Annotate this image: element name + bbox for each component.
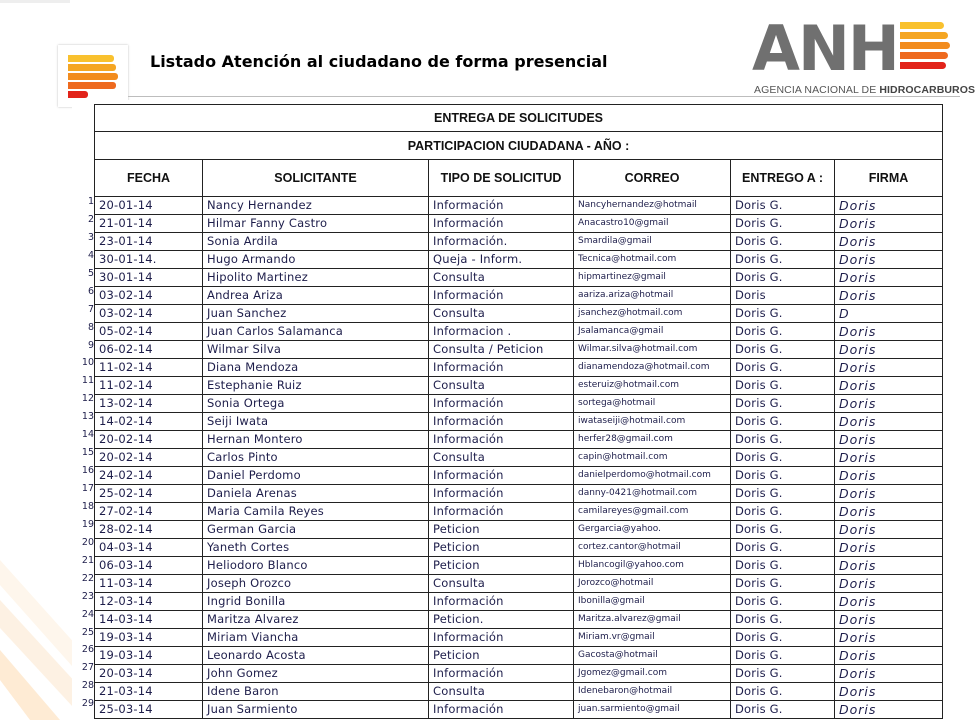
cell-entrego: Doris G. bbox=[731, 701, 835, 719]
cell-correo: Ibonilla@gmail bbox=[574, 593, 731, 611]
table-row bbox=[95, 575, 943, 593]
row-number: 15 bbox=[81, 447, 94, 459]
cell-solicitante: Maria Camila Reyes bbox=[203, 503, 429, 521]
row-number: 28 bbox=[81, 680, 94, 692]
cell-solicitante: Daniel Perdomo bbox=[203, 467, 429, 485]
row-number: 8 bbox=[87, 321, 94, 333]
cell-fecha: 14-03-14 bbox=[95, 611, 203, 629]
cell-correo: Hblancogil@yahoo.com bbox=[574, 557, 731, 575]
cell-entrego: Doris G. bbox=[731, 413, 835, 431]
row-number: 1 bbox=[87, 196, 94, 207]
cell-correo: Jgomez@gmail.com bbox=[574, 665, 731, 683]
table-row bbox=[95, 377, 943, 395]
cell-correo: Tecnica@hotmail.com bbox=[574, 251, 731, 269]
cell-firma: Doris bbox=[835, 449, 943, 467]
cell-tipo: Peticion bbox=[429, 647, 574, 665]
cell-firma: Doris bbox=[835, 503, 943, 521]
cell-firma: Doris bbox=[835, 647, 943, 665]
cell-entrego: Doris G. bbox=[731, 467, 835, 485]
cell-solicitante: Andrea Ariza bbox=[203, 287, 429, 305]
table-row bbox=[95, 431, 943, 449]
cell-fecha: 30-01-14 bbox=[95, 269, 203, 287]
cell-fecha: 20-03-14 bbox=[95, 665, 203, 683]
cell-tipo: Información bbox=[429, 503, 574, 521]
cell-firma: Doris bbox=[835, 269, 943, 287]
cell-entrego: Doris G. bbox=[731, 305, 835, 323]
cell-correo: Nancyhernandez@hotmail bbox=[574, 197, 731, 215]
cell-tipo: Información bbox=[429, 197, 574, 215]
cell-tipo: Peticion bbox=[429, 539, 574, 557]
cell-firma: Doris bbox=[835, 575, 943, 593]
cell-entrego: Doris G. bbox=[731, 575, 835, 593]
cell-correo: Gacosta@hotmail bbox=[574, 647, 731, 665]
cell-firma: Doris bbox=[835, 233, 943, 251]
row-number: 12 bbox=[81, 393, 94, 405]
row-number: 10 bbox=[81, 357, 94, 369]
form-subtitle: PARTICIPACION CIUDADANA - AÑO : bbox=[95, 132, 943, 160]
table-row bbox=[95, 593, 943, 611]
form-title: ENTREGA DE SOLICITUDES bbox=[95, 105, 943, 132]
row-number: 29 bbox=[81, 698, 94, 710]
cell-fecha: 25-03-14 bbox=[95, 701, 203, 719]
cell-fecha: 21-03-14 bbox=[95, 683, 203, 701]
table-row bbox=[95, 197, 943, 215]
cell-correo: hipmartinez@gmail bbox=[574, 269, 731, 287]
cell-firma: Doris bbox=[835, 287, 943, 305]
cell-tipo: Información bbox=[429, 701, 574, 719]
cell-solicitante: Hipolito Martinez bbox=[203, 269, 429, 287]
row-number: 21 bbox=[81, 554, 94, 566]
cell-entrego: Doris G. bbox=[731, 233, 835, 251]
cell-entrego: Doris G. bbox=[731, 593, 835, 611]
cell-solicitante: Leonardo Acosta bbox=[203, 647, 429, 665]
cell-firma: Doris bbox=[835, 485, 943, 503]
table-row bbox=[95, 557, 943, 575]
cell-solicitante: Hugo Armando bbox=[203, 251, 429, 269]
cell-correo: dianamendoza@hotmail.com bbox=[574, 359, 731, 377]
page-title: Listado Atención al ciudadano de forma presencial bbox=[150, 52, 608, 71]
table-row bbox=[95, 647, 943, 665]
cell-entrego: Doris G. bbox=[731, 359, 835, 377]
brand-name: ANH bbox=[752, 12, 898, 85]
row-number: 19 bbox=[81, 518, 94, 530]
table-row bbox=[95, 287, 943, 305]
cell-solicitante: Maritza Alvarez bbox=[203, 611, 429, 629]
cell-correo: camilareyes@gmail.com bbox=[574, 503, 731, 521]
row-number: 3 bbox=[87, 231, 94, 243]
cell-solicitante: Yaneth Cortes bbox=[203, 539, 429, 557]
cell-tipo: Consulta bbox=[429, 683, 574, 701]
row-number: 25 bbox=[81, 626, 94, 638]
cell-fecha: 14-02-14 bbox=[95, 413, 203, 431]
cell-correo: danielperdomo@hotmail.com bbox=[574, 467, 731, 485]
cell-solicitante: Juan Carlos Salamanca bbox=[203, 323, 429, 341]
cell-firma: Doris bbox=[835, 683, 943, 701]
cell-solicitante: Estephanie Ruiz bbox=[203, 377, 429, 395]
row-number: 24 bbox=[81, 608, 94, 620]
cell-solicitante: Idene Baron bbox=[203, 683, 429, 701]
cell-solicitante: Carlos Pinto bbox=[203, 449, 429, 467]
row-number: 7 bbox=[87, 303, 94, 315]
table-row bbox=[95, 251, 943, 269]
cell-firma: Doris bbox=[835, 665, 943, 683]
cell-fecha: 06-03-14 bbox=[95, 557, 203, 575]
table-row bbox=[95, 683, 943, 701]
table-row bbox=[95, 467, 943, 485]
cell-tipo: Información bbox=[429, 395, 574, 413]
cell-firma: Doris bbox=[835, 215, 943, 233]
cell-tipo: Queja - Inform. bbox=[429, 251, 574, 269]
cell-solicitante: John Gomez bbox=[203, 665, 429, 683]
cell-fecha: 19-03-14 bbox=[95, 647, 203, 665]
row-number: 14 bbox=[81, 429, 94, 441]
cell-solicitante: Heliodoro Blanco bbox=[203, 557, 429, 575]
cell-tipo: Peticion bbox=[429, 521, 574, 539]
brand-subtitle-prefix: AGENCIA NACIONAL DE bbox=[754, 84, 880, 96]
cell-solicitante: Juan Sarmiento bbox=[203, 701, 429, 719]
table-row bbox=[95, 701, 943, 719]
cell-fecha: 04-03-14 bbox=[95, 539, 203, 557]
column-header-tipo: TIPO DE SOLICITUD bbox=[429, 160, 574, 197]
cell-firma: Doris bbox=[835, 323, 943, 341]
cell-correo: sortega@hotmail bbox=[574, 395, 731, 413]
cell-tipo: Peticion bbox=[429, 557, 574, 575]
solicitudes-table bbox=[94, 104, 943, 719]
row-number: 17 bbox=[81, 483, 94, 494]
cell-fecha: 23-01-14 bbox=[95, 233, 203, 251]
table-row bbox=[95, 611, 943, 629]
cell-tipo: Información bbox=[429, 413, 574, 431]
cell-entrego: Doris G. bbox=[731, 197, 835, 215]
cell-tipo: Información bbox=[429, 431, 574, 449]
column-header-solicitante: SOLICITANTE bbox=[203, 160, 429, 197]
brand-subtitle bbox=[754, 84, 975, 96]
cell-correo: Idenebaron@hotmail bbox=[574, 683, 731, 701]
cell-firma: Doris bbox=[835, 251, 943, 269]
cell-fecha: 20-02-14 bbox=[95, 449, 203, 467]
cell-entrego: Doris G. bbox=[731, 341, 835, 359]
table-row bbox=[95, 269, 943, 287]
cell-tipo: Consulta bbox=[429, 377, 574, 395]
cell-firma: Doris bbox=[835, 539, 943, 557]
cell-entrego: Doris G. bbox=[731, 485, 835, 503]
cell-tipo: Información bbox=[429, 593, 574, 611]
cell-entrego: Doris G. bbox=[731, 215, 835, 233]
table-row bbox=[95, 305, 943, 323]
cell-correo: Jorozco@hotmail bbox=[574, 575, 731, 593]
cell-entrego: Doris G. bbox=[731, 503, 835, 521]
cell-entrego: Doris G. bbox=[731, 377, 835, 395]
row-number: 16 bbox=[81, 465, 94, 477]
row-number: 13 bbox=[81, 411, 94, 423]
cell-correo: iwataseiji@hotmail.com bbox=[574, 413, 731, 431]
cell-firma: Doris bbox=[835, 521, 943, 539]
row-number: 2 bbox=[87, 213, 94, 225]
cell-correo: Smardila@gmail bbox=[574, 233, 731, 251]
row-number: 27 bbox=[81, 662, 94, 674]
cell-firma: Doris bbox=[835, 467, 943, 485]
cell-fecha: 19-03-14 bbox=[95, 629, 203, 647]
table-row bbox=[95, 341, 943, 359]
cell-entrego: Doris G. bbox=[731, 665, 835, 683]
cell-solicitante: Sonia Ardila bbox=[203, 233, 429, 251]
cell-entrego: Doris G. bbox=[731, 521, 835, 539]
anh-flag-logo-icon bbox=[58, 45, 128, 107]
cell-tipo: Consulta bbox=[429, 269, 574, 287]
cell-fecha: 11-02-14 bbox=[95, 377, 203, 395]
cell-fecha: 21-01-14 bbox=[95, 215, 203, 233]
cell-tipo: Consulta bbox=[429, 575, 574, 593]
cell-fecha: 11-03-14 bbox=[95, 575, 203, 593]
column-header-entrego: ENTREGO A : bbox=[731, 160, 835, 197]
cell-solicitante: Joseph Orozco bbox=[203, 575, 429, 593]
cell-correo: esteruiz@hotmail.com bbox=[574, 377, 731, 395]
cell-correo: danny-0421@hotmail.com bbox=[574, 485, 731, 503]
cell-tipo: Información bbox=[429, 215, 574, 233]
cell-solicitante: Nancy Hernandez bbox=[203, 197, 429, 215]
cell-firma: Doris bbox=[835, 593, 943, 611]
cell-correo: Maritza.alvarez@gmail bbox=[574, 611, 731, 629]
cell-firma: Doris bbox=[835, 557, 943, 575]
cell-fecha: 27-02-14 bbox=[95, 503, 203, 521]
cell-firma: Doris bbox=[835, 341, 943, 359]
cell-correo: aariza.ariza@hotmail bbox=[574, 287, 731, 305]
cell-fecha: 03-02-14 bbox=[95, 287, 203, 305]
cell-entrego: Doris G. bbox=[731, 611, 835, 629]
cell-firma: Doris bbox=[835, 413, 943, 431]
row-number: 26 bbox=[81, 644, 94, 656]
cell-correo: Miriam.vr@gmail bbox=[574, 629, 731, 647]
row-number: 4 bbox=[87, 249, 94, 261]
cell-tipo: Información bbox=[429, 629, 574, 647]
anh-flag-stripes-icon bbox=[900, 20, 950, 76]
cell-fecha: 20-01-14 bbox=[95, 197, 203, 215]
cell-tipo: Consulta / Peticion bbox=[429, 341, 574, 359]
table-row bbox=[95, 323, 943, 341]
row-number-column bbox=[80, 193, 94, 713]
table-row bbox=[95, 539, 943, 557]
row-number: 6 bbox=[87, 285, 94, 297]
cell-fecha: 13-02-14 bbox=[95, 395, 203, 413]
cell-tipo: Consulta bbox=[429, 305, 574, 323]
table-row bbox=[95, 665, 943, 683]
table-row bbox=[95, 215, 943, 233]
table-row bbox=[95, 359, 943, 377]
cell-entrego: Doris G. bbox=[731, 269, 835, 287]
cell-tipo: Consulta bbox=[429, 449, 574, 467]
table-row bbox=[95, 521, 943, 539]
anh-brand-logo bbox=[752, 12, 975, 98]
cell-solicitante: Hernan Montero bbox=[203, 431, 429, 449]
cell-fecha: 12-03-14 bbox=[95, 593, 203, 611]
brand-subtitle-bold: HIDROCARBUROS bbox=[879, 84, 975, 96]
cell-solicitante: Miriam Viancha bbox=[203, 629, 429, 647]
cell-solicitante: Hilmar Fanny Castro bbox=[203, 215, 429, 233]
cell-firma: Doris bbox=[835, 431, 943, 449]
cell-fecha: 24-02-14 bbox=[95, 467, 203, 485]
cell-entrego: Doris G. bbox=[731, 539, 835, 557]
row-number: 18 bbox=[81, 500, 94, 512]
cell-tipo: Información bbox=[429, 287, 574, 305]
cell-correo: Anacastro10@gmail bbox=[574, 215, 731, 233]
cell-firma: Doris bbox=[835, 197, 943, 215]
cell-firma: Doris bbox=[835, 611, 943, 629]
cell-correo: Wilmar.silva@hotmail.com bbox=[574, 341, 731, 359]
cell-tipo: Información bbox=[429, 665, 574, 683]
cell-entrego: Doris G. bbox=[731, 431, 835, 449]
cell-solicitante: German Garcia bbox=[203, 521, 429, 539]
cell-entrego: Doris bbox=[731, 287, 835, 305]
table-row bbox=[95, 395, 943, 413]
cell-firma: Doris bbox=[835, 701, 943, 719]
row-number: 5 bbox=[87, 267, 94, 279]
cell-tipo: Información bbox=[429, 467, 574, 485]
cell-correo: herfer28@gmail.com bbox=[574, 431, 731, 449]
cell-entrego: Doris G. bbox=[731, 395, 835, 413]
column-header-fecha: FECHA bbox=[95, 160, 203, 197]
column-header-correo: CORREO bbox=[574, 160, 731, 197]
table-row bbox=[95, 485, 943, 503]
cell-firma: D bbox=[835, 305, 943, 323]
cell-correo: cortez.cantor@hotmail bbox=[574, 539, 731, 557]
table-row bbox=[95, 629, 943, 647]
cell-correo: Gergarcia@yahoo. bbox=[574, 521, 731, 539]
cell-fecha: 28-02-14 bbox=[95, 521, 203, 539]
cell-fecha: 11-02-14 bbox=[95, 359, 203, 377]
cell-solicitante: Ingrid Bonilla bbox=[203, 593, 429, 611]
cell-firma: Doris bbox=[835, 359, 943, 377]
cell-entrego: Doris G. bbox=[731, 251, 835, 269]
cell-entrego: Doris G. bbox=[731, 449, 835, 467]
table-row bbox=[95, 233, 943, 251]
cell-firma: Doris bbox=[835, 377, 943, 395]
cell-fecha: 03-02-14 bbox=[95, 305, 203, 323]
row-number: 22 bbox=[81, 572, 94, 584]
cell-fecha: 06-02-14 bbox=[95, 341, 203, 359]
cell-correo: juan.sarmiento@gmail bbox=[574, 701, 731, 719]
cell-correo: capin@hotmail.com bbox=[574, 449, 731, 467]
cell-entrego: Doris G. bbox=[731, 323, 835, 341]
cell-fecha: 05-02-14 bbox=[95, 323, 203, 341]
table-row bbox=[95, 449, 943, 467]
cell-tipo: Informacion . bbox=[429, 323, 574, 341]
cell-firma: Doris bbox=[835, 629, 943, 647]
cell-solicitante: Juan Sanchez bbox=[203, 305, 429, 323]
cell-entrego: Doris G. bbox=[731, 647, 835, 665]
table-row bbox=[95, 413, 943, 431]
cell-solicitante: Seiji Iwata bbox=[203, 413, 429, 431]
cell-solicitante: Wilmar Silva bbox=[203, 341, 429, 359]
cell-tipo: Peticion. bbox=[429, 611, 574, 629]
cell-fecha: 25-02-14 bbox=[95, 485, 203, 503]
cell-fecha: 30-01-14. bbox=[95, 251, 203, 269]
row-number: 9 bbox=[87, 339, 94, 351]
scanned-form bbox=[72, 100, 950, 720]
cell-firma: Doris bbox=[835, 395, 943, 413]
cell-entrego: Doris G. bbox=[731, 683, 835, 701]
cell-tipo: Información bbox=[429, 359, 574, 377]
cell-fecha: 20-02-14 bbox=[95, 431, 203, 449]
cell-correo: Jsalamanca@gmail bbox=[574, 323, 731, 341]
row-number: 11 bbox=[81, 375, 94, 387]
cell-tipo: Información bbox=[429, 485, 574, 503]
row-number: 23 bbox=[81, 590, 94, 602]
cell-tipo: Información. bbox=[429, 233, 574, 251]
row-number: 20 bbox=[81, 536, 94, 548]
cell-solicitante: Daniela Arenas bbox=[203, 485, 429, 503]
cell-entrego: Doris G. bbox=[731, 557, 835, 575]
column-header-firma: FIRMA bbox=[835, 160, 943, 197]
cell-solicitante: Sonia Ortega bbox=[203, 395, 429, 413]
cell-correo: jsanchez@hotmail.com bbox=[574, 305, 731, 323]
cell-solicitante: Diana Mendoza bbox=[203, 359, 429, 377]
table-row bbox=[95, 503, 943, 521]
cell-entrego: Doris G. bbox=[731, 629, 835, 647]
